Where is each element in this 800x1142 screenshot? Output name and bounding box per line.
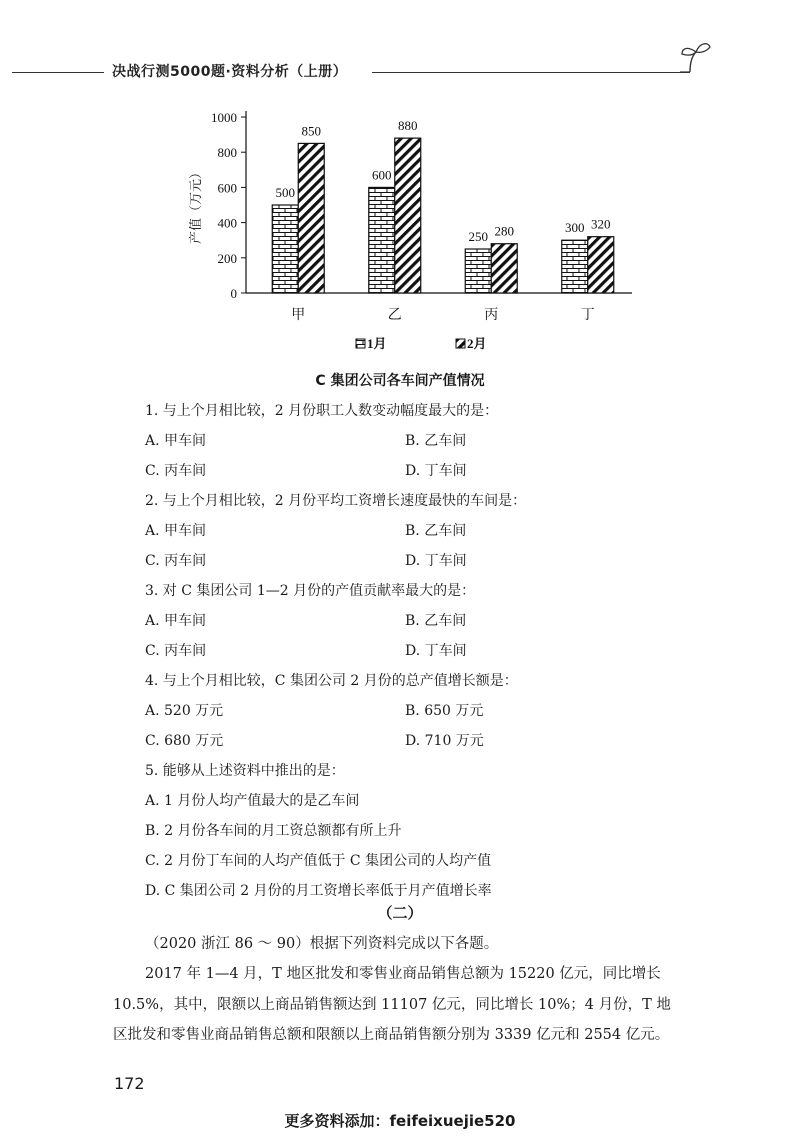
data-label: 250 [468, 229, 488, 244]
answer-option[interactable]: A. 520 万元 [145, 703, 224, 719]
intro-text: （2020 浙江 86 ～ 90）根据下列资料完成以下各题。 [145, 936, 499, 952]
data-label: 850 [301, 123, 321, 139]
legend-swatch [356, 339, 365, 348]
bar-2月-丁 [588, 237, 614, 293]
y-tick-label: 800 [217, 145, 237, 161]
data-label: 500 [275, 185, 295, 200]
question-stem: 1. 与上个月相比较，2 月份职工人数变动幅度最大的是： [145, 403, 499, 419]
legend-label: 2月 [467, 336, 487, 351]
bar-2月-丙 [491, 244, 517, 293]
answer-option[interactable]: D. 丁车间 [405, 643, 467, 659]
answer-option[interactable]: B. 650 万元 [405, 703, 484, 719]
y-tick-label: 1000 [211, 110, 237, 125]
bar-chart [180, 100, 650, 362]
bar-1月-乙 [369, 187, 395, 293]
answer-option[interactable]: C. 丙车间 [145, 643, 207, 659]
passage-line-1: 2017 年 1—4 月，T 地区批发和零售业商品销售总额为 15220 亿元，同比增长 [145, 966, 661, 982]
footer-note: 更多资料添加：feifeixuejie520 [284, 1112, 516, 1130]
legend-label: 1月 [367, 336, 387, 351]
answer-option[interactable]: D. 丁车间 [405, 463, 467, 479]
answer-option[interactable]: C. 2 月份丁车间的人均产值低于 C 集团公司的人均产值 [145, 853, 492, 869]
answer-option[interactable]: D. 710 万元 [405, 733, 484, 749]
y-tick-label: 600 [217, 180, 237, 196]
answer-option[interactable]: B. 2 月份各车间的月工资总额都有所上升 [145, 823, 402, 839]
legend-swatch [456, 339, 465, 348]
answer-option[interactable]: A. 1 月份人均产值最大的是乙车间 [145, 793, 360, 809]
data-label: 280 [494, 223, 514, 239]
answer-option[interactable]: B. 乙车间 [405, 613, 467, 629]
passage-line-2: 10.5%，其中，限额以上商品销售额达到 11107 亿元，同比增长 10%；4 月份，T 地 [113, 997, 671, 1013]
answer-option[interactable]: C. 丙车间 [145, 463, 207, 479]
header-rule-right [372, 72, 690, 73]
section-title: （二） [377, 904, 423, 922]
header-rule-left [12, 72, 104, 73]
y-tick-label: 400 [217, 215, 237, 231]
answer-option[interactable]: D. 丁车间 [405, 553, 467, 569]
passage-line-3: 区批发和零售业商品销售总额和限额以上商品销售额分别为 3339 亿元和 2554 亿元。 [113, 1027, 670, 1043]
question-stem: 5. 能够从上述资料中推出的是： [145, 763, 345, 779]
y-axis-label: 产值（万元） [188, 165, 203, 245]
bar-1月-甲 [272, 205, 298, 293]
question-stem: 3. 对 C 集团公司 1—2 月份的产值贡献率最大的是： [145, 583, 476, 599]
bar-2月-甲 [298, 143, 324, 293]
answer-option[interactable]: A. 甲车间 [145, 433, 207, 449]
book-title: 决战行测5000题·资料分析（上册） [112, 64, 348, 80]
y-tick-label: 200 [217, 250, 237, 266]
y-tick-label: 0 [230, 286, 237, 301]
category-label: 乙 [387, 308, 402, 323]
bar-2月-乙 [395, 138, 421, 293]
chart-caption: C 集团公司各车间产值情况 [315, 373, 485, 389]
answer-option[interactable]: D. C 集团公司 2 月份的月工资增长率低于月产值增长率 [145, 883, 492, 899]
data-label: 300 [565, 220, 585, 236]
answer-option[interactable]: A. 甲车间 [145, 613, 207, 629]
data-label: 320 [591, 216, 611, 232]
answer-option[interactable]: A. 甲车间 [145, 523, 207, 539]
answer-option[interactable]: B. 乙车间 [405, 433, 467, 449]
bar-1月-丙 [465, 249, 491, 293]
page-number: 172 [114, 1074, 145, 1093]
data-label: 880 [398, 118, 418, 134]
answer-option[interactable]: C. 丙车间 [145, 553, 207, 569]
question-stem: 2. 与上个月相比较，2 月份平均工资增长速度最快的车间是： [145, 493, 527, 509]
sprout-icon [676, 38, 716, 78]
data-label: 600 [372, 167, 392, 183]
question-stem: 4. 与上个月相比较，C 集团公司 2 月份的总产值增长额是： [145, 673, 518, 689]
category-label: 甲 [291, 308, 306, 323]
category-label: 丁 [580, 308, 595, 323]
answer-option[interactable]: C. 680 万元 [145, 733, 224, 749]
bar-1月-丁 [562, 240, 588, 293]
category-label: 丙 [484, 308, 499, 323]
answer-option[interactable]: B. 乙车间 [405, 523, 467, 539]
